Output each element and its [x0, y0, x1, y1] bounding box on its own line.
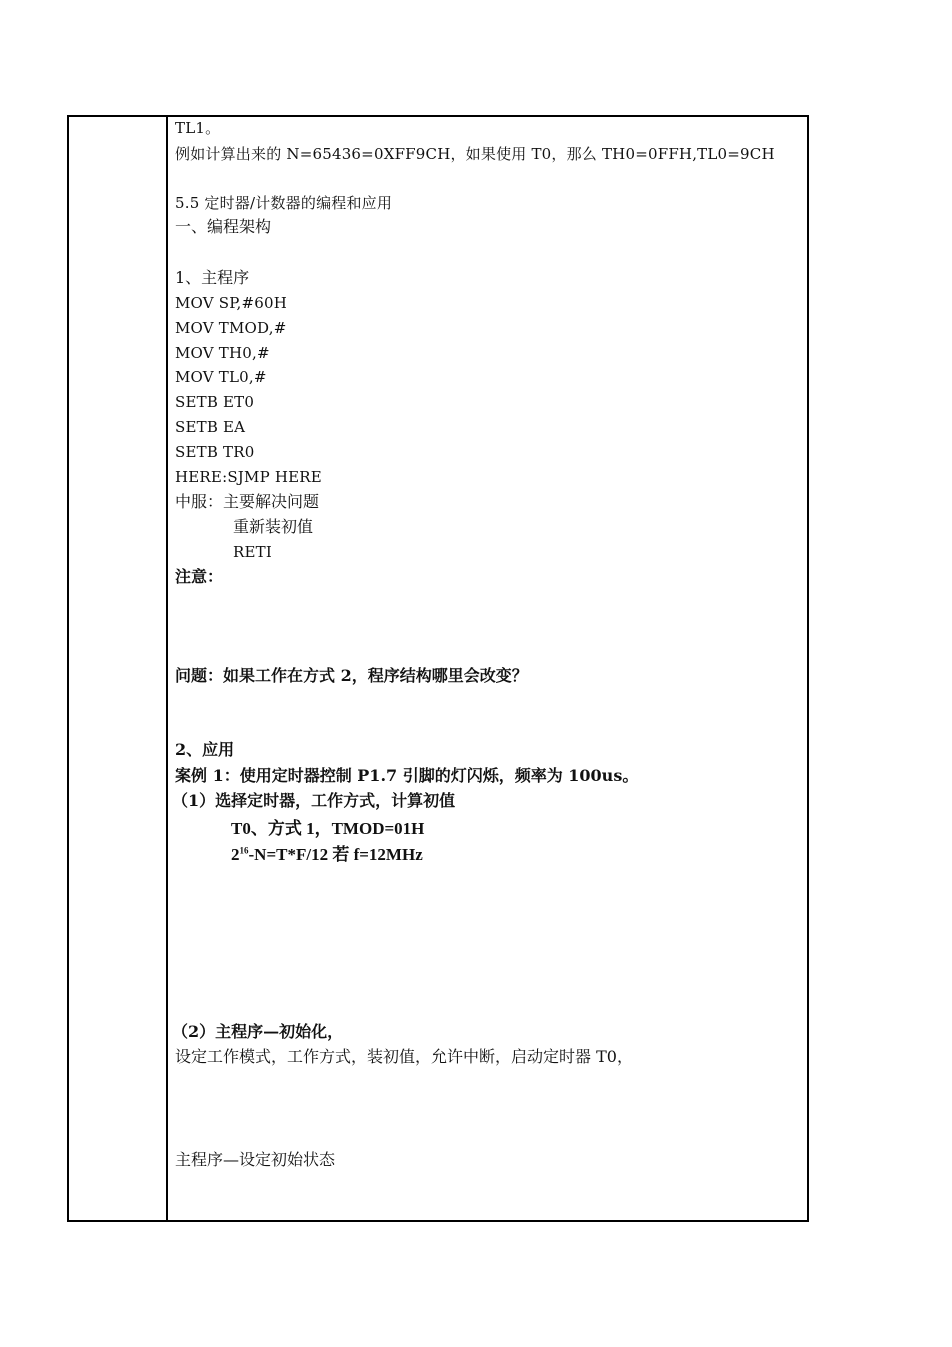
step-2-line: （2）主程序—初始化，: [172, 1022, 344, 1041]
note-heading: 注意：: [175, 567, 224, 586]
code-line: MOV TH0,#: [175, 344, 270, 362]
reload-initial-line: 重新装初值: [233, 517, 314, 536]
section-heading: 5.5 定时器/计数器的编程和应用: [175, 194, 393, 212]
init-description-line: 设定工作模式，工作方式，装初值，允许中断，启动定时器 T0，: [175, 1047, 633, 1066]
initial-state-line: 主程序—设定初始状态: [175, 1150, 336, 1169]
formula-base: 2: [231, 845, 240, 864]
code-line: SETB EA: [175, 418, 246, 436]
subsection-heading: 一、编程架构: [175, 217, 272, 236]
text-line-example: 例如计算出来的 N=65436=0XFF9CH，如果使用 T0，那么 TH0=0FFH,TL0=9CH: [175, 145, 775, 163]
code-line: HERE:SJMP HERE: [175, 468, 322, 486]
step-1-line: （1）选择定时器，工作方式，计算初值: [172, 791, 456, 810]
code-line: MOV TL0,#: [175, 368, 267, 386]
main-program-heading: 1、主程序: [175, 268, 250, 287]
code-line: SETB ET0: [175, 393, 255, 411]
text-line-tl1: TL1。: [175, 119, 221, 137]
formula-rest: -N=T*F/12 若 f=12MHz: [248, 845, 423, 864]
column-divider: [166, 115, 168, 1222]
reti-line: RETI: [233, 543, 272, 561]
question-line: 问题：如果工作在方式 2，程序结构哪里会改变？: [175, 666, 528, 685]
case-line: 案例 1：使用定时器控制 P1.7 引脚的灯闪烁，频率为 100us。: [175, 766, 639, 785]
formula-exponent: 16: [239, 845, 249, 856]
interrupt-service-line: 中服：主要解决问题: [175, 492, 320, 511]
code-line: MOV TMOD,#: [175, 319, 287, 337]
timer-mode-line: T0、方式 1，TMOD=01H: [231, 819, 425, 838]
application-heading: 2、应用: [175, 740, 235, 759]
code-line: SETB TR0: [175, 443, 255, 461]
code-line: MOV SP,#60H: [175, 294, 288, 312]
formula-line: [231, 845, 423, 865]
